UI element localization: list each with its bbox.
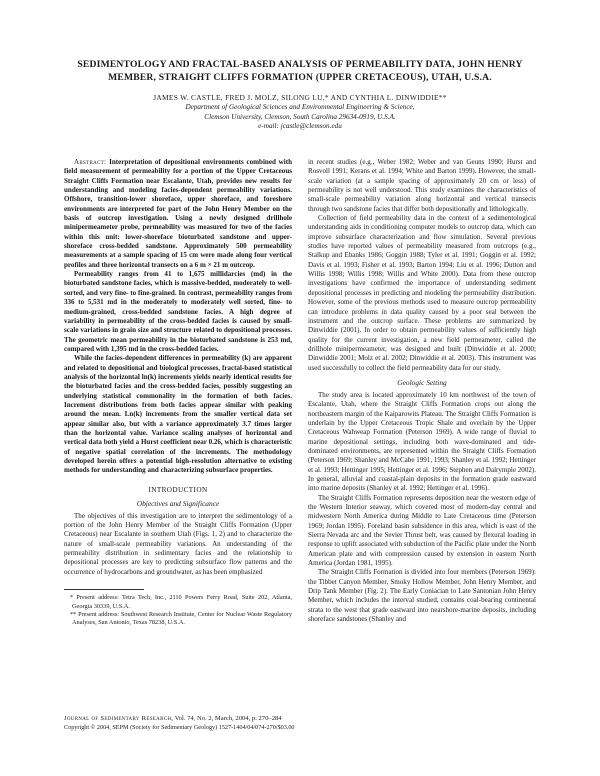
author-email[interactable]: e-mail: jcastle@clemson.edu [258,122,342,131]
affiliation-line-2: Clemson University, Clemson, South Carolina 29634-0919, U.S.A. [204,112,396,121]
journal-detail: Vol. 74, No. 2, March, 2004, p. 270–284 [174,715,282,722]
copyright-line: Copyright © 2004, SEPM (Society for Sedimentary Geology) 1527-1404/04/074-270/$03.00 [64,724,295,731]
footnote-rule [64,589,144,590]
author-list: JAMES W. CASTLE, FRED J. MOLZ, SILONG LU,* AND CYNTHIA L. DINWIDDIE** [153,93,447,102]
footnote-1: * Present address: Tetra Tech, Inc., 2110 Powers Ferry Road, Suite 202, Atlanta, Georgia 30339, U.S.A. [70,594,292,610]
subsection-heading-objectives: Objectives and Significance [136,498,220,508]
introduction-paragraph-1: The objectives of this investigation are to interpret the sedimentology of a portion of the John Henry Member of the Straight Cliffs Formation (Upper Cretaceous) near Escalante in southern Utah (Figs. 1, 2) and to characterize the nature of small-scale permeability variations. An understanding of the permeability distribution in sedimentary facies and the relationship to depositional processes are key to predicting subsurface flow patterns and the occurrence of hydrocarbons and groundwater, as has been emphasized [64,511,292,576]
abstract-text-1: Interpretation of depositional environments combined with field measurement of permeability for a portion of the Upper Cretaceous Straight Cliffs Formation near Escalante, Utah, provides new results for understanding and modeling facies-dependent permeability variations. Offshore, transition-lower shoreface, upper shoreface, and foreshore environments are interpreted for part of the John Henry Member on the basis of outcrop investigation. Using a newly designed drillhole minipermeameter probe, permeability was measured for two of the facies within this unit: lower-shoreface bioturbated sandstone and upper-shoreface cross-bedded sandstone. Approximately 500 permeability measurements at a sample spacing of 15 cm were made along four vertical profiles and three horizontal transects on a 6 m × 21 m outcrop. [64,158,292,269]
abstract-paragraph-1 [64,158,292,270]
section-heading-introduction: INTRODUCTION [148,485,208,494]
paper-title: SEDIMENTOLOGY AND FRACTAL-BASED ANALYSIS OF PERMEABILITY DATA, JOHN HENRY MEMBER, STRAIGHT CLIFFS FORMATION (UPPER CRETACEOUS), UTAH, U.S.A. [77,59,523,83]
left-column [64,158,292,628]
subsection-heading-geologic-setting: Geologic Setting [397,377,447,387]
journal-citation [64,715,282,724]
right-paragraph-4: The Straight Cliffs Formation represents deposition near the western edge of the Western Interior seaway, which covered most of modern-day central and midwestern North America during Middle to Late Cretaceous time (Peterson 1969; Jordan 1995). Foreland basin subsidence in this area, which is east of the Sierra Nevada arc and the Sevier Thrust belt, was caused by flexural loading in response to uplift associated with subduction of the Pacific plate under the North American plate and with compression caused by extension in eastern North America (Jordan 1981, 1995). [308,493,536,568]
footnote-2: ** Present address: Southwest Research Institute, Center for Nuclear Waste Regulatory Analyses, San Antonio, Texas 78238, U.S.A. [70,610,292,627]
body-columns [64,158,536,628]
abstract [64,158,292,476]
right-paragraph-3: The study area is located approximately 10 km northwest of the town of Escalante, Utah, where the Straight Cliffs Formation crops out along the northeastern margin of the Kaiparowits Plateau. The Straight Cliffs Formation is underlain by the Upper Cretaceous Tropic Shale and overlain by the Upper Cretaceous Wahweap Formation (Peterson 1969). A wide range of fluvial to marine depositional settings, including both wave-dominated and tide-dominated environments, are represented within the Straight Cliffs Formation (Peterson 1969; Shanley and McCabe 1991, 1993; Shanley et al. 1992; Hettinger et al. 1993; Hettinger 1995; Hettinger et al. 1996; Stephen and Dalrymple 2002). In general, alluvial and coastal-plain deposits in the formation grade eastward into marine deposits (Shanley et al. 1992; Hettinger et al. 1996). [308,390,537,493]
affiliation-line-1: Department of Geological Sciences and Environmental Engineering & Science, [185,103,415,111]
abstract-label: Abstract: [74,158,107,166]
right-paragraph-5: The Straight Cliffs Formation is divided into four members (Peterson 1969): the Tibbet Canyon Member, Smoky Hollow Member, John Henry Member, and Drip Tank Member (Fig. 2). The Early Coniacian to Late Santonian John Henry Member, which includes the interval studied, contains coal-bearing continental strata to the west that grade eastward into nearshore-marine deposits, including shoreface sandstones (Shanley and [308,568,536,624]
footnotes [64,594,292,628]
abstract-paragraph-2: Permeability ranges from 41 to 1,675 millidarcies (md) in the bioturbated sandstone facies, which is massive-bedded, moderately to well-sorted, and very fine- to fine-grained. In contrast, permeability ranges from 336 to 5,531 md in the moderately to moderately well sorted, fine- to medium-grained, cross-bedded sandstone facies. A high degree of variability in permeability of the cross-bedded facies is caused by small-scale variations in grain size and structure related to depositional processes. The geometric mean permeability in the bioturbated sandstone is 253 md, compared with 1,395 md in the cross-bedded facies. [64,270,292,353]
right-paragraph-2: Collection of field permeability data in the context of a sedimentological understanding aids in conditioning computer models to outcrop data, which can improve subsurface characterization and flow simulation. Several previous studies have reported values of permeability measured from outcrops (e.g., Stalkup and Ebanks 1986; Goggin 1988; Tyler et al. 1991; Goggin et al. 1992; Davis et al. 1993; Fisher et al. 1993; Barton 1994; Liu et al. 1996; Dutton and Willis 1998; Willis 1998; Willis and White 2000). Data from these outcrop investigations have confirmed the importance of understanding sediment depositional processes in predicting and modeling the permeability distribution. However, some of the previous methods used to measure outcrop permeability can introduce problems in data quality caused by a poor seal between the instrument and the outcrop surface. These problems are summarized by Dinwiddie (2001). In order to obtain permeability values of sufficiently high quality for the current investigation, a new field permeameter, called the drillhole minipermeameter, was designed and built (Dinwiddie et al. 2000; Dinwiddie 2001; Molz et al. 2002; Dinwiddie et al. 2003). This instrument was used successfully to collect the field permeability data for our study. [308,214,536,372]
right-paragraph-1: in recent studies (e.g., Weber 1982; Weber and van Geuns 1990; Hurst and Rosvoll 1991; Kerans et al. 1994; White and Barton 1999). However, the small-scale variation (at a sample spacing of approximately 20 cm or less) of permeability is not well understood. This study examines the characteristics of small-scale permeability variation along horizontal and vertical transects through two sandstone facies that differ both depositionally and lithologically. [308,158,536,213]
journal-name: Journal of Sedimentary Research, [64,715,174,722]
abstract-paragraph-3: While the facies-dependent differences in permeability (k) are apparent and related to depositional and biological processes, fractal-based statistical analysis of the horizontal ln(k) increments yields nearly identical results for the bioturbated facies and the cross-bedded facies, possibly suggesting an underlying statistical commonality in the formation of both facies. Increment distributions from both facies appear similar with peaking around the mean. Ln(k) increments from the smaller vertical data set appear similar also, but with a variance approximately 3.7 times larger than the horizontal value. Variance scaling analyses of horizontal and vertical data both yield a Hurst coefficient near 0.26, which is characteristic of negative spatial correlation of the increments. The methodology developed herein offers a potential high-resolution alternative to existing methods for understanding and characterizing subsurface properties. [64,354,292,475]
right-column [308,158,536,628]
